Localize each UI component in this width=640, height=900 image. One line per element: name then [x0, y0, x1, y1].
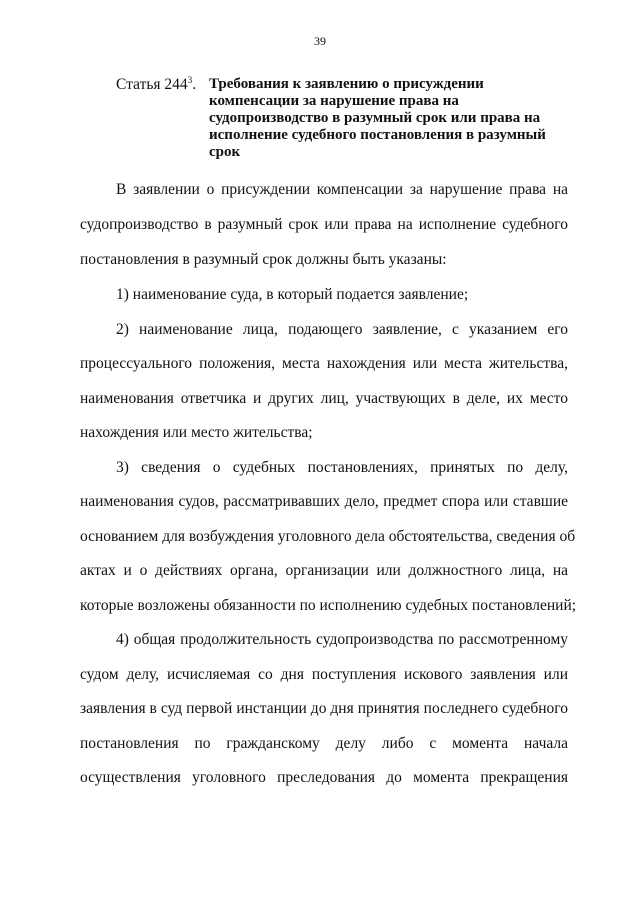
paragraph-line: судопроизводство в разумный срок или права на исполнение судебного — [80, 216, 568, 233]
paragraph-line: В заявлении о присуждении компенсации за нарушение права на — [116, 181, 568, 198]
article-title-line: Требования к заявлению о присуждении — [209, 76, 484, 92]
paragraph-line: основанием для возбуждения уголовного дела обстоятельства, сведения об — [80, 528, 576, 545]
list-item-line: 2) наименование лица, подающего заявление, с указанием его — [116, 321, 568, 338]
paragraph-line: актах и о действиях органа, организации или должностного лица, на — [80, 562, 568, 579]
paragraph-line: нахождения или место жительства; — [80, 424, 313, 441]
list-item-line: 1) наименование суда, в который подается заявление; — [116, 286, 469, 303]
paragraph-line: заявления в суд первой инстанции до дня принятия последнего судебного — [80, 700, 568, 717]
paragraph-line: судом делу, исчисляемая со дня поступления искового заявления или — [80, 666, 568, 683]
list-item-line: 3) сведения о судебных постановлениях, принятых по делу, — [116, 459, 568, 476]
paragraph-line: осуществления уголовного преследования до момента прекращения — [80, 769, 568, 786]
article-label-text: Статья 244 — [116, 76, 188, 93]
paragraph-line: наименования судов, рассматривавших дело, предмет спора или ставшие — [80, 493, 568, 510]
article-label-superscript: 3 — [187, 75, 193, 85]
paragraph-line: которые возложены обязанности по исполнению судебных постановлений; — [80, 597, 577, 614]
paragraph-line: наименования ответчика и других лиц, участвующих в деле, их место — [80, 390, 568, 407]
article-title-line: компенсации за нарушение права на — [209, 93, 459, 109]
article-title-line: судопроизводство в разумный срок или права на — [209, 110, 541, 126]
paragraph-line: процессуального положения, места нахождения или места жительства, — [80, 355, 568, 372]
article-title-line: срок — [209, 144, 241, 160]
paragraph-line: постановления по гражданскому делу либо с момента начала — [80, 735, 568, 752]
page-number: 39 — [314, 34, 326, 48]
article-title-line: исполнение судебного постановления в разумный — [209, 127, 546, 143]
article-label-suffix: . — [192, 76, 197, 93]
paragraph-line: постановления в разумный срок должны быть указаны: — [80, 251, 447, 268]
list-item-line: 4) общая продолжительность судопроизводства по рассмотренному — [116, 631, 568, 648]
